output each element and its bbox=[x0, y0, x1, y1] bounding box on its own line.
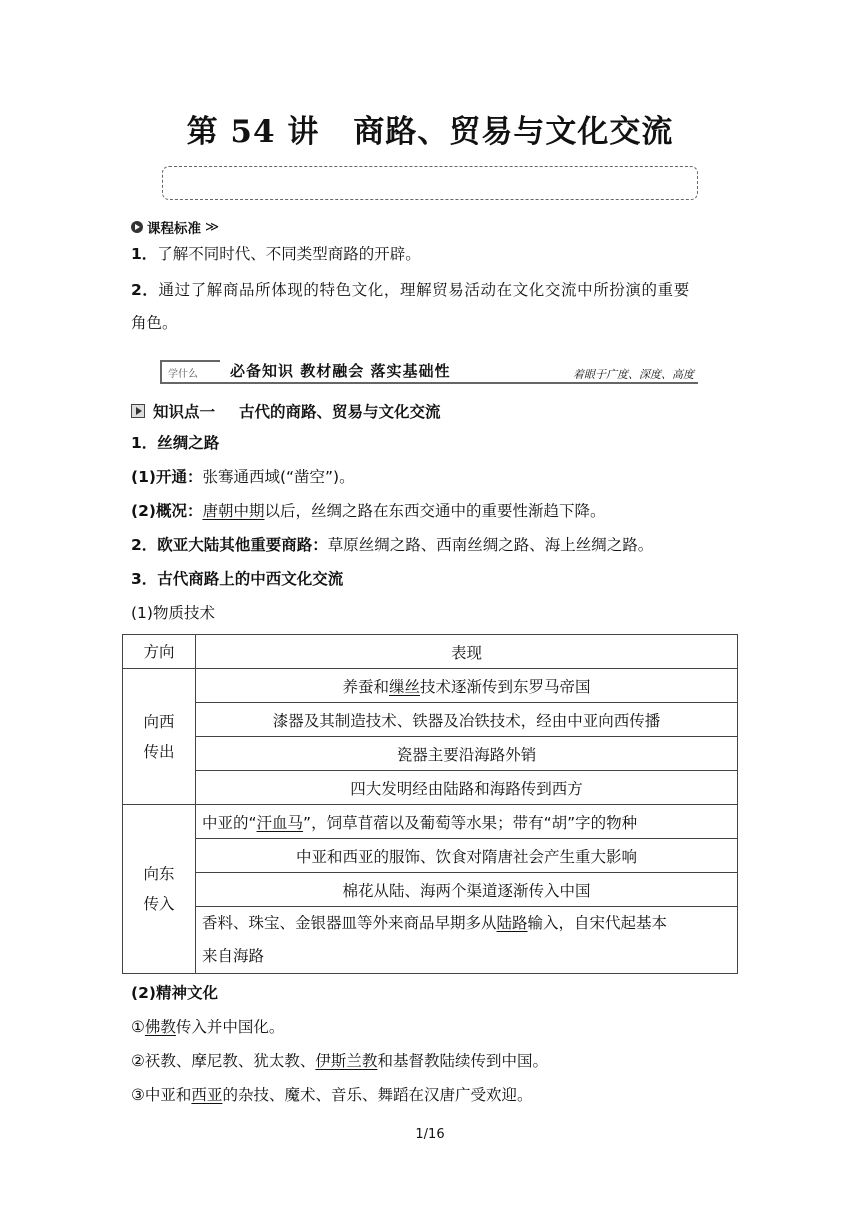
play-circle-icon bbox=[131, 221, 143, 233]
table-row: 四大发明经由陆路和海路传到西方 bbox=[123, 771, 738, 805]
banner-logo: 学什么 bbox=[160, 360, 220, 384]
banner-side-text: 着眼于广度、深度、高度 bbox=[573, 368, 694, 381]
course-standard-item-2: 2．通过了解商品所体现的特色文化，理解贸易活动在文化交流中所扮演的重要 bbox=[131, 281, 690, 299]
table-row: 香料、珠宝、金银器皿等外来商品早期多从陆路输入，自宋代起基本 来自海路 bbox=[123, 907, 738, 974]
spirit-item-1: ①佛教传入并中国化。 bbox=[131, 1018, 285, 1036]
course-standard-item-1: 1．了解不同时代、不同类型商路的开辟。 bbox=[131, 245, 421, 263]
section-banner bbox=[160, 358, 698, 384]
table-row: 漆器及其制造技术、铁器及冶铁技术，经由中亚向西传播 bbox=[123, 703, 738, 737]
table-row: 向东 传入 中亚的“汗血马”，饲草苜蓿以及葡萄等水果；带有“胡”字的物种 bbox=[123, 805, 738, 839]
page-title bbox=[0, 106, 860, 151]
table-row: 棉花从陆、海两个渠道逐渐传入中国 bbox=[123, 873, 738, 907]
section-3-sub1: (1)物质技术 bbox=[131, 604, 215, 622]
table-row: 瓷器主要沿海路外销 bbox=[123, 737, 738, 771]
section-3-heading: 3．古代商路上的中西文化交流 bbox=[131, 570, 344, 588]
page-number: 1/16 bbox=[415, 1127, 445, 1142]
dashed-box bbox=[162, 166, 698, 200]
table-row: 中亚和西亚的服饰、饮食对隋唐社会产生重大影响 bbox=[123, 839, 738, 873]
banner-main-text: 必备知识 教材融会 落实基础性 bbox=[230, 362, 451, 380]
table-row: 向西 传出 养蚕和缫丝技术逐渐传到东罗马帝国 bbox=[123, 669, 738, 703]
section-1-p1: (1)开通：张骞通西域(“凿空”)。 bbox=[131, 468, 355, 486]
double-chevron-icon: ≫ bbox=[205, 219, 220, 235]
course-standard-tag: 课程标准 ≫ bbox=[131, 217, 219, 237]
table-header-row: 方向 表现 bbox=[123, 635, 738, 669]
spirit-item-3: ③中亚和西亚的杂技、魔术、音乐、舞蹈在汉唐广受欢迎。 bbox=[131, 1086, 533, 1104]
section-1-heading: 1．丝绸之路 bbox=[131, 434, 220, 452]
direction-east: 向东 传入 bbox=[123, 805, 196, 974]
direction-west: 向西 传出 bbox=[123, 669, 196, 805]
spirit-heading: (2)精神文化 bbox=[131, 984, 218, 1002]
lecture-number: 第 54 讲 bbox=[186, 114, 320, 150]
spirit-item-2: ②祆教、摩尼教、犹太教、伊斯兰教和基督教陆续传到中国。 bbox=[131, 1052, 548, 1070]
knowledge-point-heading: 知识点一 古代的商路、贸易与文化交流 bbox=[131, 400, 441, 422]
material-tech-table bbox=[122, 634, 738, 974]
section-2: 2．欧亚大陆其他重要商路：草原丝绸之路、西南丝绸之路、海上丝绸之路。 bbox=[131, 536, 654, 554]
lecture-title: 商路、贸易与文化交流 bbox=[353, 114, 674, 150]
section-1-p2: (2)概况：唐朝中期以后，丝绸之路在东西交通中的重要性渐趋下降。 bbox=[131, 502, 606, 520]
course-standard-item-2-cont: 角色。 bbox=[131, 314, 178, 332]
play-square-icon bbox=[131, 404, 145, 418]
